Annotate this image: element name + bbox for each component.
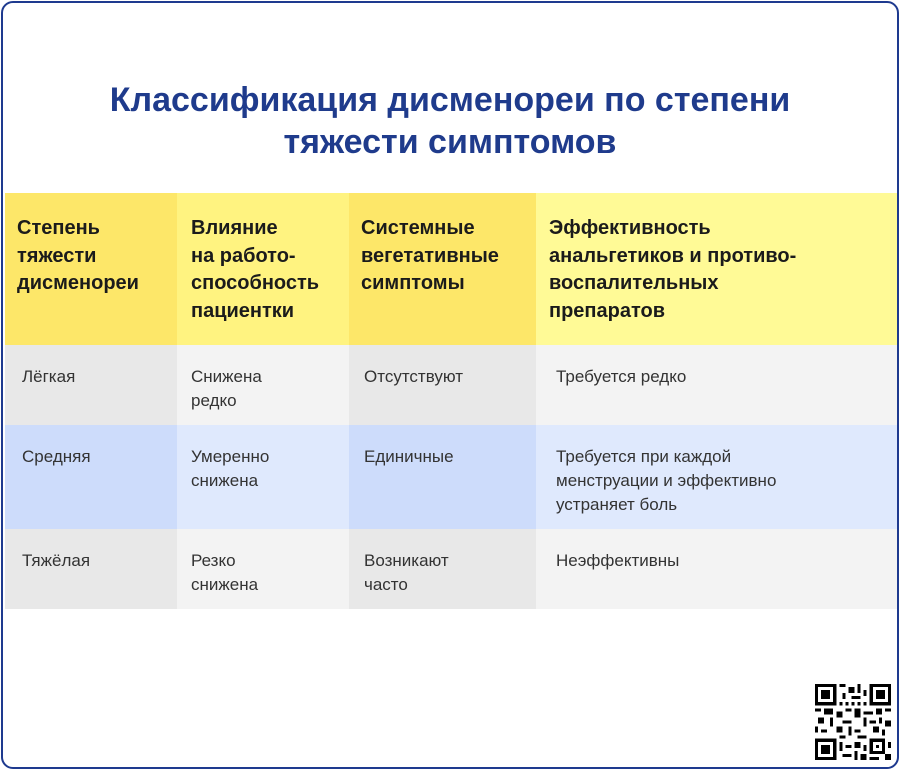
header-text-line: Эффективность [549, 217, 711, 239]
table-row-mild [5, 345, 897, 425]
header-text-line: Степень [17, 217, 100, 239]
header-text-line: Влияние [191, 217, 278, 239]
table-cell [5, 345, 177, 425]
header-text-line: способность [191, 272, 320, 294]
cell-text: Возникают [364, 551, 449, 570]
cell-text: Требуется редко [556, 367, 687, 386]
title-line-2: тяжести симптомов [283, 123, 617, 161]
header-text-line: анальгетиков и противо- [549, 244, 797, 267]
cell-text: Единичные [364, 447, 454, 466]
cell-text: Снижена [191, 367, 262, 386]
header-vegetative-symptoms [349, 193, 536, 345]
cell-text: Умеренно [191, 447, 270, 466]
cell-text: Требуется при каждой [556, 447, 732, 466]
header-text-line: на работо- [191, 244, 296, 267]
table-cell [177, 425, 349, 529]
header-text-line: пациентки [191, 299, 295, 322]
header-text-line: тяжести [17, 244, 97, 267]
infographic-card [1, 1, 899, 769]
table-cell [177, 345, 349, 425]
table-cell [349, 425, 536, 529]
table-cell [349, 345, 536, 425]
header-text-line: дисменореи [17, 272, 139, 294]
table-cell [536, 425, 897, 529]
header-text-line: Системные [361, 217, 475, 239]
header-text-line: вегетативные [361, 244, 499, 267]
cell-text: Средняя [22, 447, 91, 466]
table-cell [177, 529, 349, 609]
cell-text: Неэффективны [556, 551, 680, 570]
cell-text: редко [191, 391, 237, 410]
table-cell [536, 529, 897, 609]
table-cell [5, 425, 177, 529]
header-text-line: воспалительных [549, 272, 719, 294]
header-text-line: симптомы [361, 272, 465, 294]
cell-text: устраняет боль [556, 495, 678, 514]
cell-text: снижена [191, 575, 259, 594]
table-cell [536, 345, 897, 425]
table-cell [5, 529, 177, 609]
cell-text: часто [364, 575, 408, 594]
qr-code-icon [815, 684, 891, 760]
classification-table [5, 193, 897, 609]
cell-text: снижена [191, 471, 259, 490]
header-text-line: препаратов [549, 299, 666, 322]
cell-text: менструации и эффективно [556, 471, 777, 490]
title-line-1: Классификация дисменореи по степени [109, 81, 791, 119]
cell-text: Отсутствуют [364, 367, 464, 386]
cell-text: Лёгкая [22, 367, 76, 386]
cell-text: Резко [191, 551, 236, 570]
cell-text: Тяжёлая [22, 551, 91, 570]
table-row-moderate [5, 425, 897, 529]
table-cell [349, 529, 536, 609]
header-drug-efficacy [536, 193, 897, 345]
header-severity [5, 193, 177, 345]
page-title [3, 79, 897, 163]
header-work-capacity [177, 193, 349, 345]
table-header-row [5, 193, 897, 345]
table-row-severe [5, 529, 897, 609]
